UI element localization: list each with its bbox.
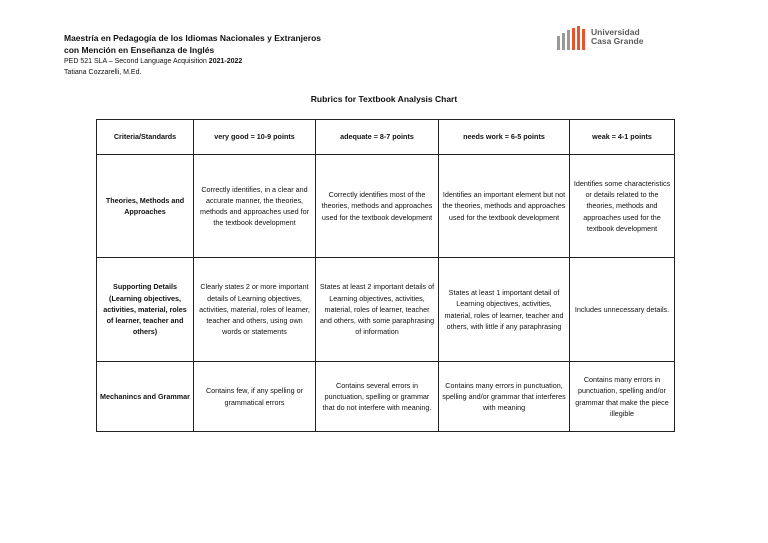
table-cell: Contains several errors in punctuation, spelling or grammar that do not interfere with meaning. <box>316 362 439 432</box>
table-cell: Includes unnecessary details. <box>570 258 675 362</box>
university-logo <box>557 24 643 50</box>
program-title-line2: con Mención en Enseñanza de Inglés <box>64 45 215 55</box>
table-cell: Contains many errors in punctuation, spelling and/or grammar that interferes with meaning <box>439 362 570 432</box>
table-cell: Clearly states 2 or more important details of Learning objectives, activities, material, roles of learner, teacher and others, using own words or statements <box>194 258 316 362</box>
table-cell: Identifies some characteristics or details related to the theories, methods and approaches used for the textbook development <box>570 155 675 258</box>
chart-title: Rubrics for Textbook Analysis Chart <box>310 94 458 104</box>
header-adequate: adequate = 8-7 points <box>316 120 439 155</box>
course-line <box>64 56 321 67</box>
table-header-row <box>97 120 675 155</box>
header-very-good: very good = 10-9 points <box>194 120 316 155</box>
logo-bars-icon <box>557 26 585 50</box>
rubric-table <box>96 119 675 432</box>
logo-text <box>591 28 643 50</box>
table-cell: Correctly identifies, in a clear and accurate manner, the theories, methods and approaches used for the textbook development <box>194 155 316 258</box>
instructor-name: Tatiana Cozzarelli, M.Ed. <box>64 69 142 76</box>
table-cell: States at least 1 important detail of Learning objectives, activities, material, roles of learner, teacher and others, with little if any paraphrasing <box>439 258 570 362</box>
table-cell: Identifies an important element but not the theories, methods and approaches used for the textbook development <box>439 155 570 258</box>
logo-text-line1: Universidad <box>591 27 640 37</box>
course-years: 2021-2022 <box>208 58 243 65</box>
table-row <box>97 362 675 432</box>
table-row <box>97 258 675 362</box>
header-criteria: Criteria/Standards <box>97 120 194 155</box>
course-name: PED 521 SLA – Second Language Acquisition <box>64 58 207 65</box>
header-needs-work: needs work = 6-5 points <box>439 120 570 155</box>
logo-text-line2: Casa Grande <box>591 36 644 46</box>
criteria-cell: Mechanincs and Grammar <box>97 362 194 432</box>
program-title-line1: Maestría en Pedagogía de los Idiomas Nacionales y Extranjeros <box>64 33 321 43</box>
table-cell: Correctly identifies most of the theories, methods and approaches used for the textbook development <box>316 155 439 258</box>
table-row <box>97 155 675 258</box>
table-cell: Contains many errors in punctuation, spelling and/or grammar that make the piece illegible <box>570 362 675 432</box>
header-weak: weak = 4-1 points <box>570 120 675 155</box>
criteria-cell: Supporting Details (Learning objectives, activities, material, roles of learner, teacher and others) <box>97 258 194 362</box>
table-cell: States at least 2 important details of Learning objectives, activities, material, roles of learner, teacher and others, with some paraphrasing of information <box>316 258 439 362</box>
table-cell: Contains few, if any spelling or grammatical errors <box>194 362 316 432</box>
criteria-cell: Theories, Methods and Approaches <box>97 155 194 258</box>
document-header <box>64 32 321 78</box>
